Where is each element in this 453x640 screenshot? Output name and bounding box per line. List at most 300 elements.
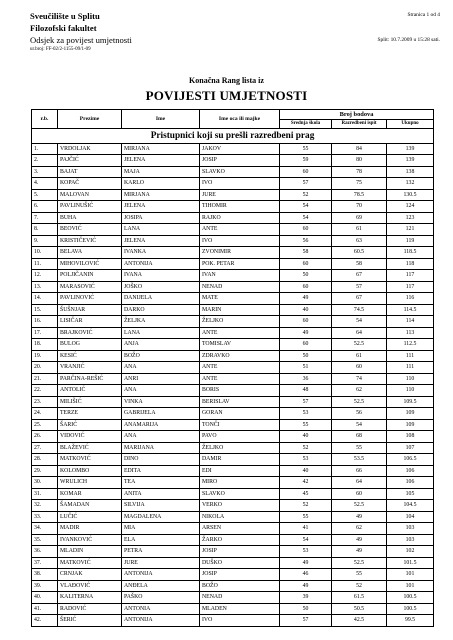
cell-ukupno: 104.5 <box>387 500 434 512</box>
university-name: Sveučilište u Splitu <box>30 11 100 21</box>
cell-razredbeni-ispit: 69 <box>332 212 387 224</box>
cell-razredbeni-ispit: 49 <box>332 511 387 523</box>
cell-srednja-skola: 57 <box>280 615 332 627</box>
table-row <box>32 592 434 604</box>
cell-ime: BOŽO <box>122 350 200 362</box>
cell-prezime: RADOVIĆ <box>58 603 122 615</box>
cell-ukupno: 102 <box>387 546 434 558</box>
cell-razredbeni-ispit: 55 <box>332 442 387 454</box>
cell-ime: PAŠKO <box>122 592 200 604</box>
cell-ukupno: 101 <box>387 580 434 592</box>
table-row <box>32 385 434 397</box>
cell-rb: 10. <box>32 247 58 259</box>
cell-razredbeni-ispit: 49 <box>332 534 387 546</box>
cell-razredbeni-ispit: 67 <box>332 270 387 282</box>
cell-ime: JELENA <box>122 201 200 213</box>
cell-ukupno: 103 <box>387 534 434 546</box>
cell-ime-oca: PAVO <box>200 431 280 443</box>
cell-rb: 34. <box>32 523 58 535</box>
cell-rb: 8. <box>32 224 58 236</box>
cell-srednja-skola: 45 <box>280 488 332 500</box>
cell-razredbeni-ispit: 62 <box>332 523 387 535</box>
cell-razredbeni-ispit: 53.5 <box>332 454 387 466</box>
cell-ime: MAJA <box>122 166 200 178</box>
cell-prezime: MATKOVIĆ <box>58 557 122 569</box>
table-row <box>32 488 434 500</box>
cell-ime: ANTONIJA <box>122 569 200 581</box>
cell-rb: 2. <box>32 155 58 167</box>
faculty-name: Filozofski fakultet <box>30 23 97 33</box>
cell-rb: 6. <box>32 201 58 213</box>
cell-ime: GABRIJELA <box>122 408 200 420</box>
cell-rb: 35. <box>32 534 58 546</box>
cell-ime: ŽELJKA <box>122 316 200 328</box>
cell-rb: 14. <box>32 293 58 305</box>
cell-ukupno: 118.5 <box>387 247 434 259</box>
cell-ime: ANA <box>122 385 200 397</box>
cell-srednja-skola: 36 <box>280 373 332 385</box>
cell-prezime: PARČINA-REŠIĆ <box>58 373 122 385</box>
cell-srednja-skola: 52 <box>280 189 332 201</box>
cell-srednja-skola: 52 <box>280 442 332 454</box>
cell-ukupno: 109 <box>387 419 434 431</box>
cell-srednja-skola: 55 <box>280 511 332 523</box>
cell-ime-oca: ARSEN <box>200 523 280 535</box>
cell-ime: IVANA <box>122 270 200 282</box>
cell-ime-oca: ŽARKO <box>200 534 280 546</box>
cell-srednja-skola: 52 <box>280 500 332 512</box>
cell-ukupno: 107 <box>387 442 434 454</box>
cell-ukupno: 108 <box>387 431 434 443</box>
cell-srednja-skola: 60 <box>280 316 332 328</box>
cell-ime-oca: SLAVKO <box>200 488 280 500</box>
cell-prezime: MARASOVIĆ <box>58 281 122 293</box>
cell-srednja-skola: 60 <box>280 281 332 293</box>
cell-razredbeni-ispit: 62 <box>332 385 387 397</box>
cell-rb: 32. <box>32 500 58 512</box>
cell-rb: 39. <box>32 580 58 592</box>
cell-srednja-skola: 58 <box>280 247 332 259</box>
cell-ime-oca: DAMIR <box>200 454 280 466</box>
cell-ime-oca: JAKOV <box>200 143 280 155</box>
cell-rb: 42. <box>32 615 58 627</box>
cell-prezime: KRISTIČEVIĆ <box>58 235 122 247</box>
cell-ime-oca: NIKOLA <box>200 511 280 523</box>
cell-ukupno: 105 <box>387 488 434 500</box>
cell-ukupno: 106 <box>387 477 434 489</box>
ranking-table <box>31 109 434 627</box>
cell-ukupno: 111 <box>387 362 434 374</box>
cell-ime: VINKA <box>122 396 200 408</box>
cell-prezime: WRULICH <box>58 477 122 489</box>
table-row <box>32 419 434 431</box>
cell-ime: DANIJELA <box>122 293 200 305</box>
cell-ime-oca: EDI <box>200 465 280 477</box>
cell-razredbeni-ispit: 75 <box>332 178 387 190</box>
cell-ime: TEA <box>122 477 200 489</box>
cell-razredbeni-ispit: 56 <box>332 408 387 420</box>
cell-srednja-skola: 48 <box>280 385 332 397</box>
cell-prezime: PAVLINUŠIĆ <box>58 201 122 213</box>
cell-srednja-skola: 60 <box>280 166 332 178</box>
cell-prezime: LISIČAR <box>58 316 122 328</box>
cell-razredbeni-ispit: 50.5 <box>332 603 387 615</box>
cell-prezime: BRAJKOVIĆ <box>58 327 122 339</box>
cell-ukupno: 124 <box>387 201 434 213</box>
cell-razredbeni-ispit: 61 <box>332 350 387 362</box>
department-name: Odsjek za povijest umjetnosti <box>30 35 132 45</box>
col-srednja-skola: Srednja škola <box>280 120 332 129</box>
cell-prezime: KESIĆ <box>58 350 122 362</box>
table-row <box>32 477 434 489</box>
table-row <box>32 500 434 512</box>
cell-srednja-skola: 49 <box>280 557 332 569</box>
cell-ukupno: 100.5 <box>387 603 434 615</box>
cell-rb: 12. <box>32 270 58 282</box>
cell-ime: MIA <box>122 523 200 535</box>
cell-ime-oca: MARIN <box>200 304 280 316</box>
table-row <box>32 339 434 351</box>
cell-prezime: MADIR <box>58 523 122 535</box>
cell-ime: JOSIPA <box>122 212 200 224</box>
cell-srednja-skola: 60 <box>280 258 332 270</box>
cell-prezime: BAJAT <box>58 166 122 178</box>
cell-ukupno: 110 <box>387 373 434 385</box>
table-row <box>32 316 434 328</box>
cell-ukupno: 139 <box>387 143 434 155</box>
cell-razredbeni-ispit: 42.5 <box>332 615 387 627</box>
cell-rb: 33. <box>32 511 58 523</box>
cell-rb: 20. <box>32 362 58 374</box>
cell-ime-oca: JOSIP <box>200 155 280 167</box>
col-ukupno: Ukupno <box>387 120 434 129</box>
cell-ime-oca: BERISLAV <box>200 396 280 408</box>
col-ime: Ime <box>122 110 200 129</box>
table-row <box>32 442 434 454</box>
cell-ime-oca: DUŠKO <box>200 557 280 569</box>
cell-ime-oca: TONČI <box>200 419 280 431</box>
cell-rb: 15. <box>32 304 58 316</box>
cell-prezime: BLAŽEVIĆ <box>58 442 122 454</box>
cell-ime-oca: ANTE <box>200 327 280 339</box>
table-row <box>32 408 434 420</box>
cell-ime-oca: TIHOMIR <box>200 201 280 213</box>
cell-srednja-skola: 60 <box>280 224 332 236</box>
table-row <box>32 362 434 374</box>
cell-ime: SILVIJA <box>122 500 200 512</box>
cell-ukupno: 104 <box>387 511 434 523</box>
cell-prezime: POLJIČANIN <box>58 270 122 282</box>
cell-razredbeni-ispit: 54 <box>332 316 387 328</box>
cell-ime: IVANKA <box>122 247 200 259</box>
cell-ime: PETRA <box>122 546 200 558</box>
table-row <box>32 373 434 385</box>
cell-razredbeni-ispit: 52.5 <box>332 500 387 512</box>
table-row <box>32 212 434 224</box>
cell-razredbeni-ispit: 60 <box>332 362 387 374</box>
cell-ime: ANRI <box>122 373 200 385</box>
table-row <box>32 396 434 408</box>
cell-razredbeni-ispit: 60.5 <box>332 247 387 259</box>
cell-srednja-skola: 53 <box>280 454 332 466</box>
cell-ime: EDITA <box>122 465 200 477</box>
table-row <box>32 603 434 615</box>
cell-ukupno: 110 <box>387 385 434 397</box>
cell-ime: ANA <box>122 362 200 374</box>
cell-ime: KARLO <box>122 178 200 190</box>
cell-razredbeni-ispit: 64 <box>332 327 387 339</box>
cell-ime-oca: MATE <box>200 293 280 305</box>
cell-ime: DINO <box>122 454 200 466</box>
cell-rb: 3. <box>32 166 58 178</box>
cell-ime-oca: ANTE <box>200 373 280 385</box>
cell-ukupno: 138 <box>387 166 434 178</box>
cell-srednja-skola: 54 <box>280 534 332 546</box>
cell-rb: 7. <box>32 212 58 224</box>
cell-prezime: MILIŠIĆ <box>58 396 122 408</box>
cell-razredbeni-ispit: 68 <box>332 431 387 443</box>
cell-srednja-skola: 40 <box>280 465 332 477</box>
cell-prezime: ŠERIĆ <box>58 615 122 627</box>
cell-ukupno: 106.5 <box>387 454 434 466</box>
cell-ukupno: 123 <box>387 212 434 224</box>
table-row <box>32 327 434 339</box>
cell-rb: 11. <box>32 258 58 270</box>
cell-rb: 36. <box>32 546 58 558</box>
cell-prezime: BELAVA <box>58 247 122 259</box>
cell-prezime: PAJČIĆ <box>58 155 122 167</box>
cell-rb: 5. <box>32 189 58 201</box>
cell-ime: ANTONIJA <box>122 258 200 270</box>
col-rb: r.b. <box>32 110 58 129</box>
cell-rb: 31. <box>32 488 58 500</box>
cell-ukupno: 101 <box>387 569 434 581</box>
cell-prezime: CRNJAK <box>58 569 122 581</box>
cell-prezime: VRANJIĆ <box>58 362 122 374</box>
cell-prezime: KOLOMBO <box>58 465 122 477</box>
cell-srednja-skola: 59 <box>280 155 332 167</box>
page-title: POVIJESTI UMJETNOSTI <box>145 88 308 103</box>
cell-razredbeni-ispit: 58 <box>332 258 387 270</box>
cell-ime-oca: IVAN <box>200 270 280 282</box>
cell-rb: 27. <box>32 442 58 454</box>
cell-rb: 1. <box>32 143 58 155</box>
cell-prezime: IVANKOVIĆ <box>58 534 122 546</box>
cell-prezime: MATKOVIĆ <box>58 454 122 466</box>
cell-razredbeni-ispit: 54 <box>332 419 387 431</box>
cell-ime-oca: BOŽO <box>200 580 280 592</box>
cell-srednja-skola: 50 <box>280 350 332 362</box>
cell-prezime: MIHOVILOVIĆ <box>58 258 122 270</box>
cell-ime-oca: RAJKO <box>200 212 280 224</box>
cell-srednja-skola: 40 <box>280 304 332 316</box>
cell-rb: 41. <box>32 603 58 615</box>
cell-rb: 25. <box>32 419 58 431</box>
cell-razredbeni-ispit: 52 <box>332 580 387 592</box>
cell-rb: 26. <box>32 431 58 443</box>
cell-rb: 9. <box>32 235 58 247</box>
cell-ime-oca: GORAN <box>200 408 280 420</box>
cell-ukupno: 106 <box>387 465 434 477</box>
cell-srednja-skola: 49 <box>280 293 332 305</box>
cell-rb: 38. <box>32 569 58 581</box>
cell-prezime: TERZE <box>58 408 122 420</box>
cell-prezime: VRDOLJAK <box>58 143 122 155</box>
cell-ime-oca: JOSIP <box>200 569 280 581</box>
cell-srednja-skola: 57 <box>280 396 332 408</box>
cell-ime-oca: IVO <box>200 235 280 247</box>
cell-srednja-skola: 46 <box>280 569 332 581</box>
cell-ime: MIRJANA <box>122 143 200 155</box>
cell-ime: MAGDALENA <box>122 511 200 523</box>
table-row <box>32 557 434 569</box>
cell-ime: MARIJANA <box>122 442 200 454</box>
cell-razredbeni-ispit: 78.5 <box>332 189 387 201</box>
list-subtitle: Konačna Rang lista iz <box>189 76 264 85</box>
cell-ime-oca: VERKO <box>200 500 280 512</box>
cell-ime-oca: IVO <box>200 615 280 627</box>
cell-razredbeni-ispit: 74.5 <box>332 304 387 316</box>
page-number: Stranica 1 od 4 <box>407 12 440 18</box>
table-row <box>32 569 434 581</box>
document-header <box>30 10 132 53</box>
cell-ime-oca: NENAD <box>200 281 280 293</box>
table-row <box>32 293 434 305</box>
cell-ukupno: 100.5 <box>387 592 434 604</box>
table-row <box>32 155 434 167</box>
cell-ukupno: 109 <box>387 408 434 420</box>
cell-razredbeni-ispit: 67 <box>332 293 387 305</box>
cell-ime-oca: TOMISLAV <box>200 339 280 351</box>
cell-rb: 30. <box>32 477 58 489</box>
cell-rb: 28. <box>32 454 58 466</box>
cell-prezime: ANTOLIĆ <box>58 385 122 397</box>
table-row <box>32 143 434 155</box>
cell-prezime: KOPAČ <box>58 178 122 190</box>
cell-razredbeni-ispit: 74 <box>332 373 387 385</box>
cell-srednja-skola: 54 <box>280 201 332 213</box>
table-row <box>32 224 434 236</box>
table-row <box>32 546 434 558</box>
table-row <box>32 247 434 259</box>
cell-razredbeni-ispit: 57 <box>332 281 387 293</box>
cell-prezime: ŠAMADAN <box>58 500 122 512</box>
cell-rb: 18. <box>32 339 58 351</box>
cell-ime-oca: ŽELJKO <box>200 442 280 454</box>
cell-ime: JELENA <box>122 235 200 247</box>
cell-srednja-skola: 40 <box>280 431 332 443</box>
cell-ukupno: 121 <box>387 224 434 236</box>
cell-ime-oca: ZVONIMIR <box>200 247 280 259</box>
table-row <box>32 431 434 443</box>
cell-ime: JURE <box>122 557 200 569</box>
cell-prezime: KALITERNA <box>58 592 122 604</box>
col-group-points: Broj bodova <box>280 110 434 120</box>
table-row <box>32 580 434 592</box>
cell-srednja-skola: 54 <box>280 212 332 224</box>
table-row <box>32 350 434 362</box>
cell-ime-oca: JURE <box>200 189 280 201</box>
cell-ukupno: 114.5 <box>387 304 434 316</box>
cell-ime-oca: MIRO <box>200 477 280 489</box>
cell-ime-oca: ANTE <box>200 362 280 374</box>
cell-rb: 24. <box>32 408 58 420</box>
cell-ime: ANTONIA <box>122 603 200 615</box>
table-row <box>32 534 434 546</box>
cell-srednja-skola: 41 <box>280 523 332 535</box>
cell-ime-oca: JOSIP <box>200 546 280 558</box>
cell-ime-oca: SLAVKO <box>200 166 280 178</box>
cell-prezime: VLAĐOVIĆ <box>58 580 122 592</box>
cell-razredbeni-ispit: 52.5 <box>332 557 387 569</box>
cell-srednja-skola: 49 <box>280 580 332 592</box>
cell-ime: ANĐELA <box>122 580 200 592</box>
cell-ukupno: 117 <box>387 281 434 293</box>
table-row <box>32 270 434 282</box>
cell-prezime: ŠUŠNJAR <box>58 304 122 316</box>
cell-ime: JELENA <box>122 155 200 167</box>
cell-ime-oca: ŽELJKO <box>200 316 280 328</box>
cell-prezime: PAVLINOVIĆ <box>58 293 122 305</box>
cell-razredbeni-ispit: 66 <box>332 465 387 477</box>
cell-razredbeni-ispit: 55 <box>332 569 387 581</box>
cell-ime: JOŠKO <box>122 281 200 293</box>
cell-prezime: KOMAR <box>58 488 122 500</box>
cell-ukupno: 111 <box>387 350 434 362</box>
cell-ukupno: 114 <box>387 316 434 328</box>
cell-razredbeni-ispit: 49 <box>332 546 387 558</box>
cell-ime-oca: ZDRAVKO <box>200 350 280 362</box>
cell-ukupno: 116 <box>387 293 434 305</box>
cell-ime: ANAMARIJA <box>122 419 200 431</box>
cell-prezime: LUČIĆ <box>58 511 122 523</box>
table-row <box>32 258 434 270</box>
cell-srednja-skola: 53 <box>280 546 332 558</box>
cell-srednja-skola: 55 <box>280 143 332 155</box>
section-title: Pristupnici koji su prešli razredbeni prag <box>32 128 434 143</box>
cell-rb: 17. <box>32 327 58 339</box>
document-meta <box>378 12 440 44</box>
cell-prezime: BEOVIĆ <box>58 224 122 236</box>
cell-prezime: BUHA <box>58 212 122 224</box>
cell-ime: MIRJANA <box>122 189 200 201</box>
cell-ukupno: 117 <box>387 270 434 282</box>
cell-ime-oca: POK. PETAR <box>200 258 280 270</box>
cell-ime-oca: IVO <box>200 178 280 190</box>
cell-ime-oca: ANTE <box>200 224 280 236</box>
cell-rb: 16. <box>32 316 58 328</box>
table-row <box>32 523 434 535</box>
cell-rb: 19. <box>32 350 58 362</box>
cell-ime-oca: MLADEN <box>200 603 280 615</box>
table-row <box>32 454 434 466</box>
cell-srednja-skola: 53 <box>280 408 332 420</box>
cell-ukupno: 119 <box>387 235 434 247</box>
cell-rb: 22. <box>32 385 58 397</box>
cell-ime-oca: BORIS <box>200 385 280 397</box>
cell-srednja-skola: 51 <box>280 362 332 374</box>
cell-razredbeni-ispit: 80 <box>332 155 387 167</box>
cell-srednja-skola: 60 <box>280 339 332 351</box>
table-row <box>32 166 434 178</box>
col-prezime: Prezime <box>58 110 122 129</box>
cell-ime: ANA <box>122 431 200 443</box>
cell-razredbeni-ispit: 63 <box>332 235 387 247</box>
cell-razredbeni-ispit: 52.5 <box>332 339 387 351</box>
table-row <box>32 304 434 316</box>
cell-razredbeni-ispit: 60 <box>332 488 387 500</box>
cell-ukupno: 118 <box>387 258 434 270</box>
